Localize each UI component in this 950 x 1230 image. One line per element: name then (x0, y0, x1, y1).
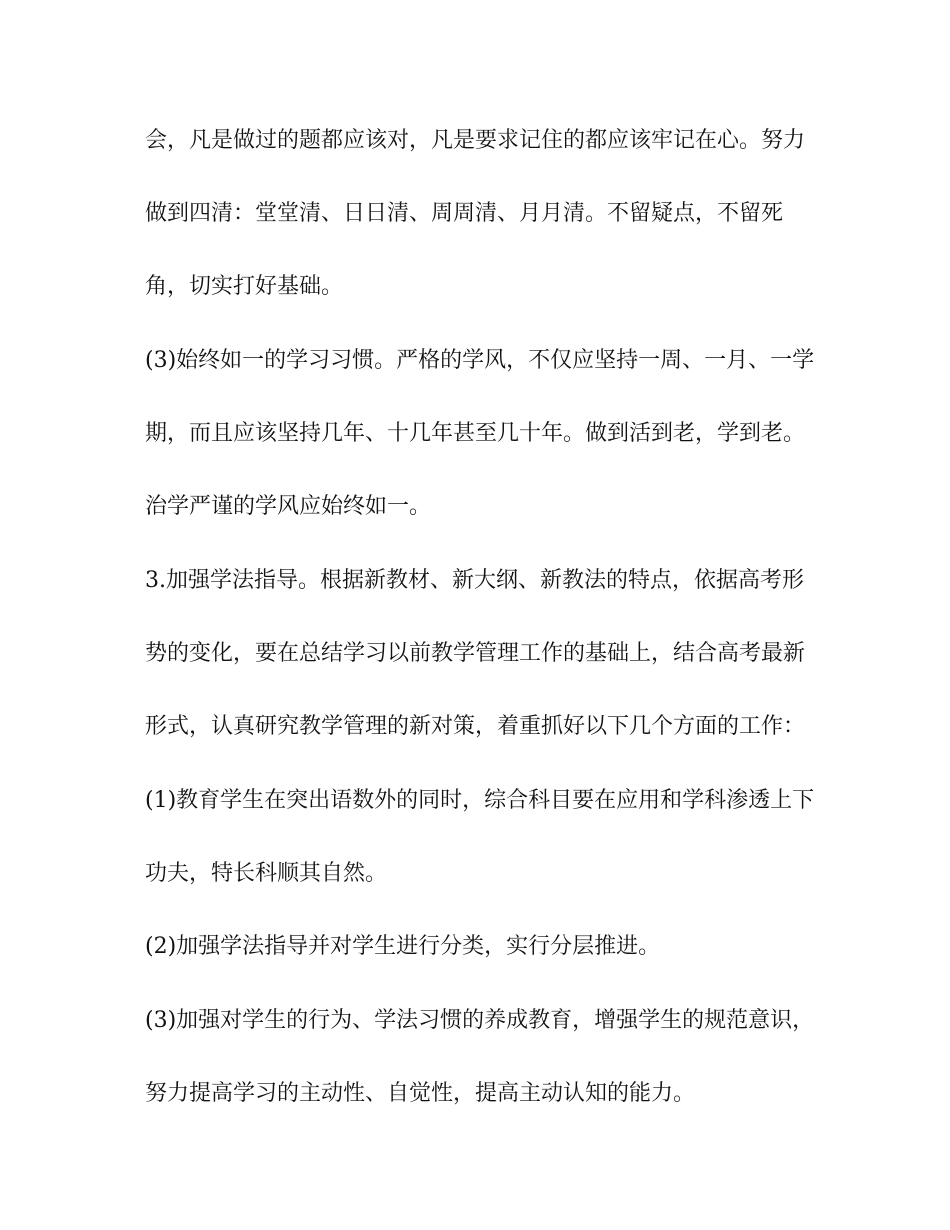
text-line: 角，切实打好基础。 (145, 274, 344, 299)
text-line: 形式，认真研究教学管理的新对策，着重抓好以下几个方面的工作： (145, 714, 806, 739)
text-line: 治学严谨的学风应始终如一。 (145, 494, 432, 519)
text-line: 功夫，特长科顺其自然。 (145, 861, 388, 886)
text-line: (3)加强对学生的行为、学法习惯的养成教育，增强学生的规范意识， (145, 1008, 815, 1033)
text-line: 会，凡是做过的题都应该对，凡是要求记住的都应该牢记在心。努力 (145, 128, 806, 153)
text-line: (2)加强学法指导并对学生进行分类，实行分层推进。 (145, 934, 661, 959)
text-line: 努力提高学习的主动性、自觉性，提高主动认知的能力。 (145, 1081, 696, 1106)
text-line: 势的变化，要在总结学习以前教学管理工作的基础上，结合高考最新 (145, 641, 806, 666)
text-line: (1)教育学生在突出语数外的同时，综合科目要在应用和学科渗透上下 (145, 788, 815, 813)
text-line: (3)始终如一的学习习惯。严格的学风，不仅应坚持一周、一月、一学 (145, 348, 815, 373)
text-line: 3.加强学法指导。根据新教材、新大纲、新教法的特点，依据高考形 (145, 568, 804, 593)
text-line: 做到四清：堂堂清、日日清、周周清、月月清。不留疑点，不留死 (145, 201, 784, 226)
text-line: 期，而且应该坚持几年、十几年甚至几十年。做到活到老，学到老。 (145, 421, 806, 446)
